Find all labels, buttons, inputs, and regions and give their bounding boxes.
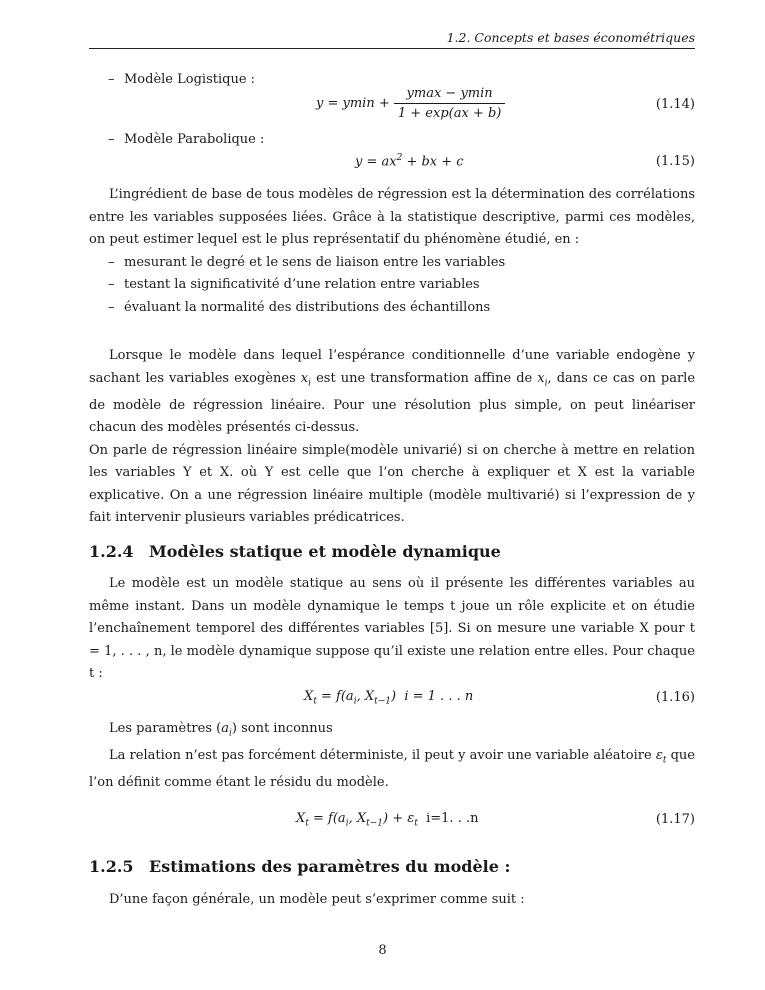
section-title: Modèles statique et modèle dynamique — [149, 542, 501, 561]
parameters-text: Les paramètres $(a_i)$ sont inconnus — [109, 721, 333, 739]
list-item: – mesurant le degré et le sens de liaison entre les variables — [108, 254, 506, 270]
relation-text: La relation n’est pas forcément déterministe, il peut y avoir une variable aléatoire $\varepsilon_t$ que l’on définit comme étant le résidu du modèle. — [89, 748, 695, 791]
section-1-2-4-body — [89, 573, 695, 686]
linear-p1: Lorsque le modèle dans lequel l’espérance conditionnelle d’une variable endogène y sachant les variables exogènes $x_i$ est une transformation affine de $x_i$, dans ce cas on parle de modèle de régression linéaire. Pour une résolution plus simple, on peut linéariser chacun des modèles présentés ci-dessus. — [89, 348, 696, 436]
logistic-numerator: ymax − ymin — [394, 86, 505, 104]
equation-number-1-17: (1.17) — [655, 812, 695, 827]
equation-number-1-15: (1.15) — [655, 154, 695, 169]
intro-bullet-list — [89, 252, 695, 320]
equation-1-16: $X_t = f(a_i$, $X_{t-1}$) i = 1 . . . n — [304, 689, 474, 707]
linear-p2: On parle de régression linéaire simple(modèle univarié) si on cherche à mettre en relation les variables Y et X. où Y est celle que l’on cherche à expliquer et X est la variable explicative. On a une régression linéaire multiple (modèle multivarié) si l’expression de y fait intervenir plusieurs variables prédicatrices. — [89, 442, 695, 526]
logistic-fraction — [394, 86, 505, 121]
logistic-model-label: Modèle Logistique : — [124, 72, 256, 87]
section-heading-1-2-4 — [89, 542, 501, 561]
equation-1-15: $y = ax^2$ + bx + c — [355, 153, 464, 170]
list-item: – évaluant la normalité des distributions des échantillons — [108, 299, 491, 315]
dynamic-model-text: Le modèle est un modèle statique au sens où il présente les différentes variables au même instant. Dans un modèle dynamique le temps t joue un rôle explicite et on étudie l’enchaînement temporel des différentes variables [5]. Si on mesure une variable X pour t = 1, . . . , n, le modèle dynamique suppose qu’il existe une relation entre elles. Pour chaque t : — [89, 576, 695, 681]
intro-text: L’ingrédient de base de tous modèles de régression est la détermination des corrélations entre les variables supposées liées. Grâce à la statistique descriptive, parmi ces modèles, on peut estimer lequel est le plus représentatif du phénomène étudié, en : — [89, 187, 695, 247]
section-1-2-5-body — [89, 889, 695, 912]
logistic-model-item — [108, 72, 255, 87]
parabolic-model-label: Modèle Parabolique : — [124, 132, 265, 147]
section-number: 1.2.4 — [89, 542, 134, 561]
list-dash: – — [108, 72, 115, 87]
page-number: 8 — [378, 943, 387, 958]
logistic-denominator: 1 + exp(ax + b) — [397, 106, 502, 121]
section-heading-1-2-5 — [89, 857, 510, 876]
logistic-lhs: y = ymin + — [316, 96, 390, 111]
intro-paragraph — [89, 184, 695, 319]
list-item: – testant la significativité d’une relation entre variables — [108, 277, 480, 292]
equation-1-17: $X_t = f(a_i$, $X_{t-1}) + \varepsilon_t$ i=1. . .n — [296, 811, 479, 829]
running-header: 1.2. Concepts et bases économétriques — [446, 30, 695, 45]
list-dash: – — [108, 132, 115, 147]
section-title: Estimations des paramètres du modèle : — [149, 857, 511, 876]
header-rule — [89, 48, 695, 49]
equation-number-1-16: (1.16) — [655, 690, 695, 705]
section-number: 1.2.5 — [89, 857, 134, 876]
equation-number-1-14: (1.14) — [655, 97, 695, 112]
linear-regression-paragraph — [89, 345, 695, 530]
general-model-text: D’une façon générale, un modèle peut s’exprimer comme suit : — [109, 892, 525, 907]
parameters-paragraph — [89, 718, 695, 795]
equation-1-14 — [316, 86, 505, 121]
parabolic-model-item — [108, 132, 264, 147]
